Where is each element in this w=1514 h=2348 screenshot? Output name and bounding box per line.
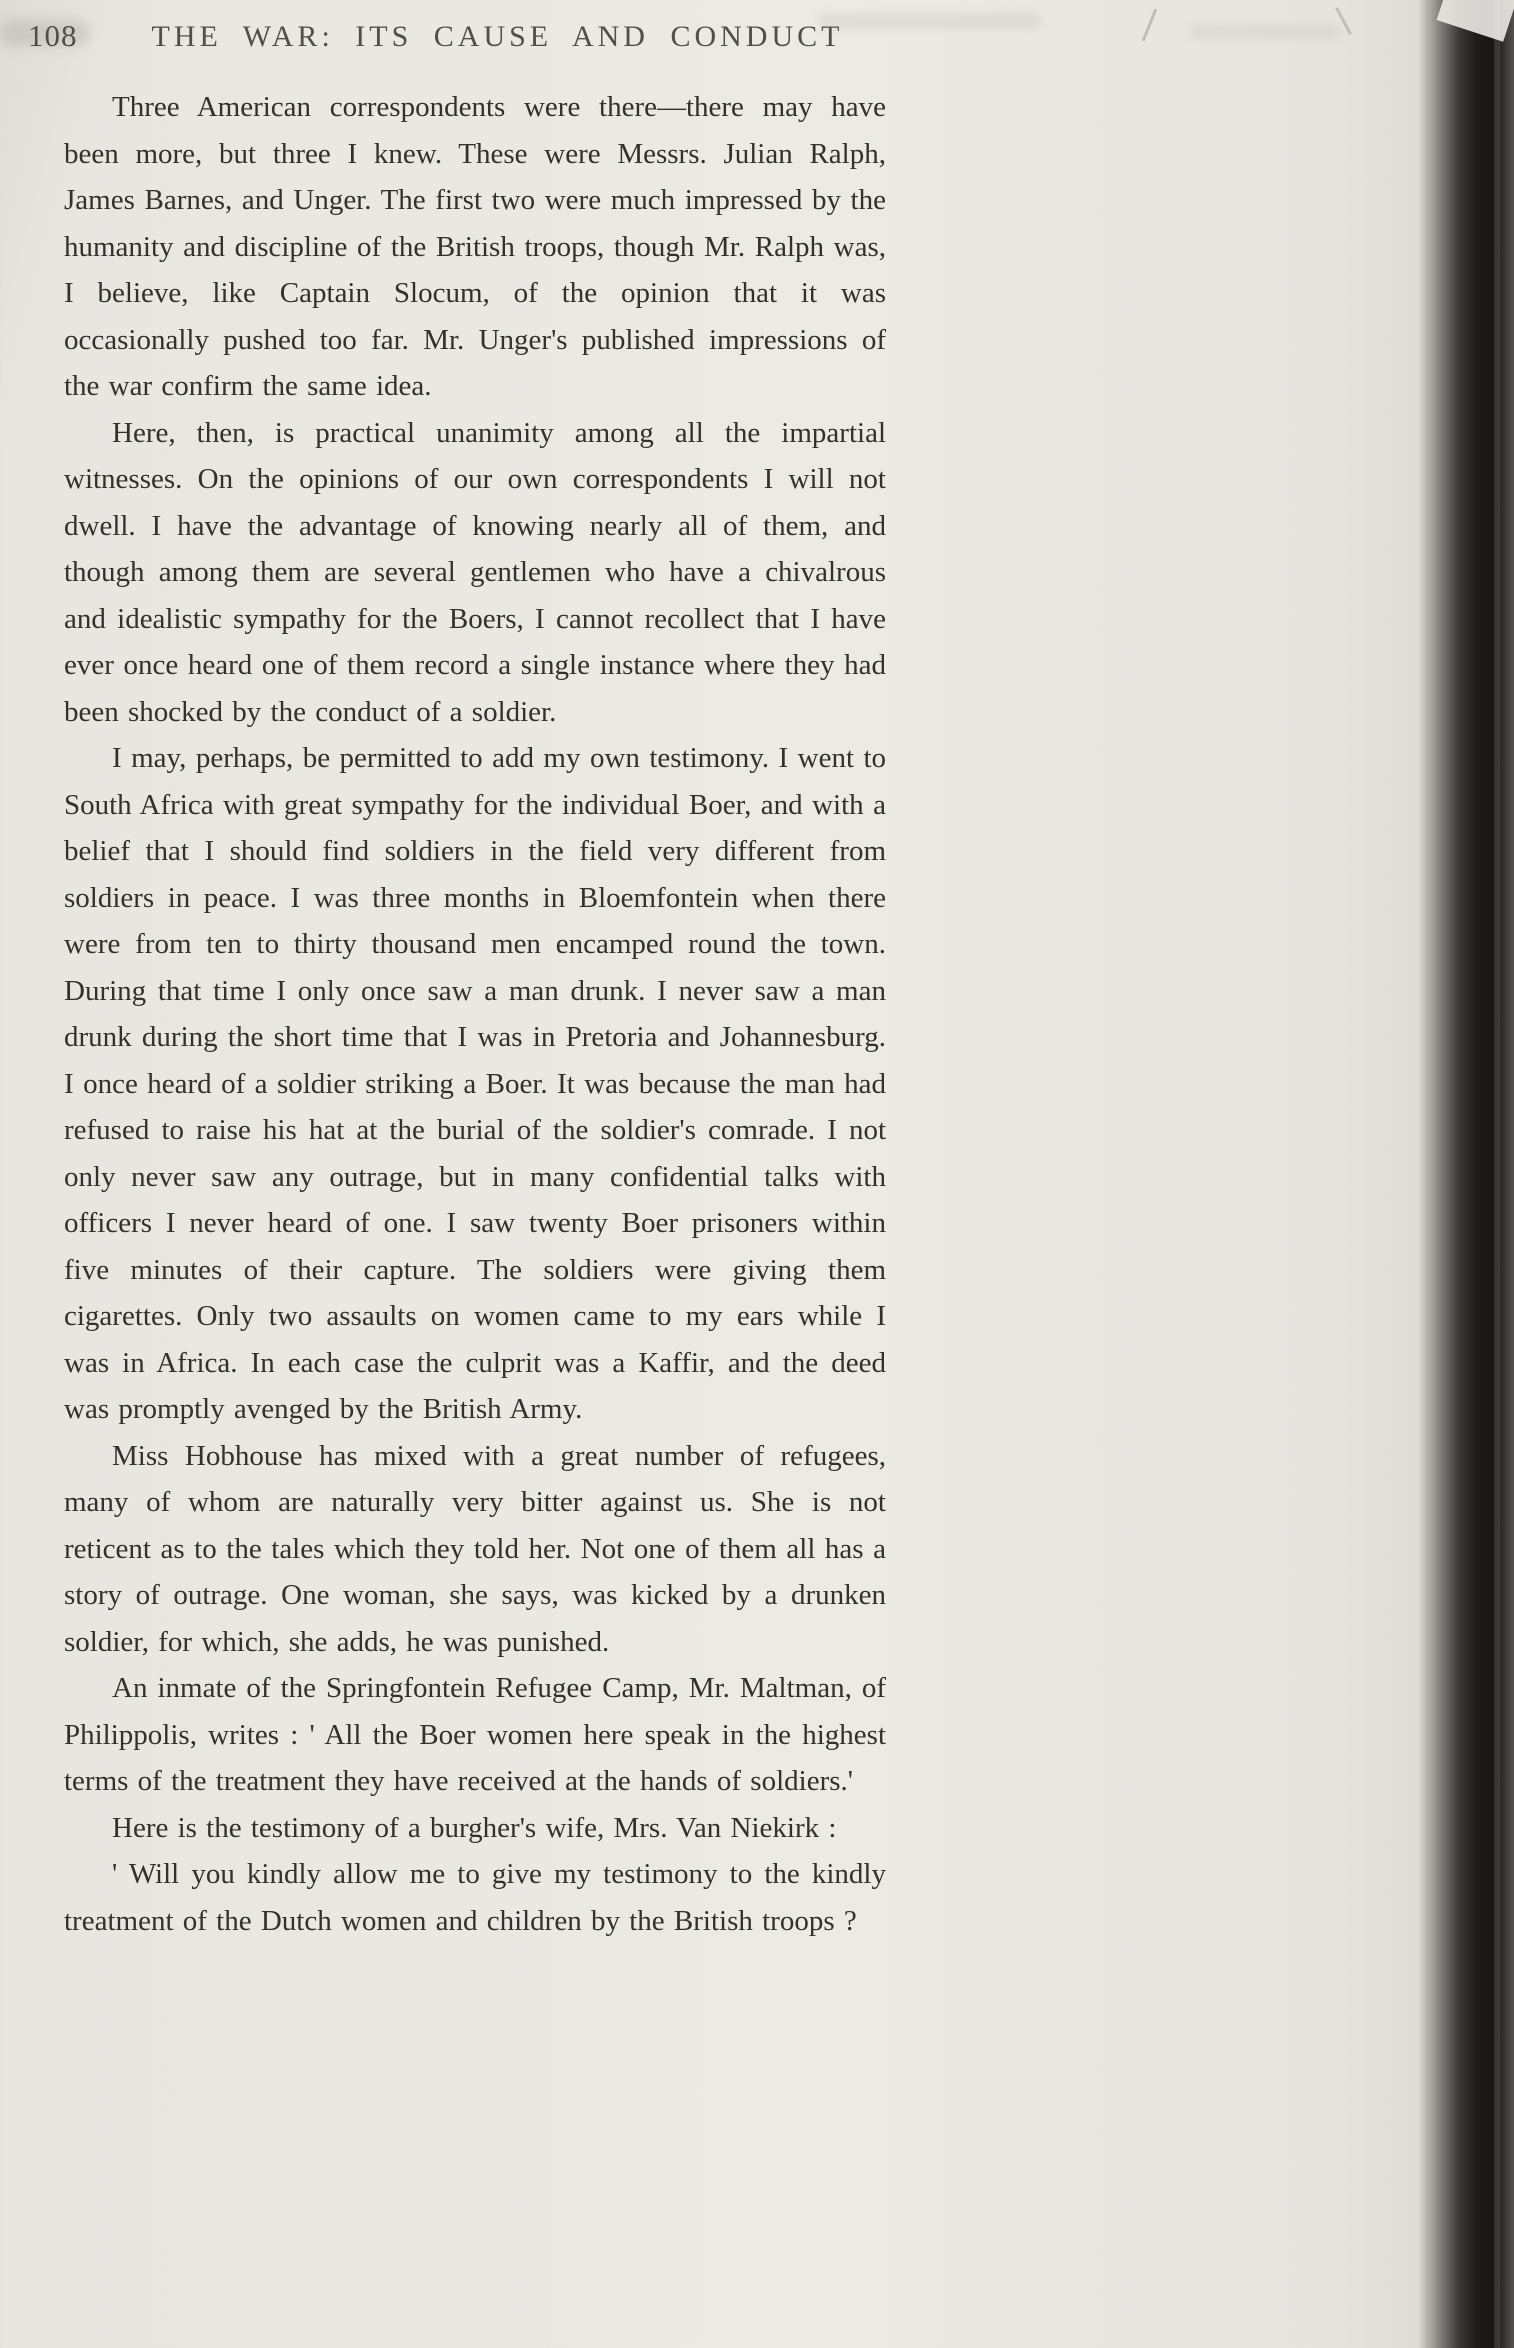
paragraph: Here is the testimony of a burgher's wife, Mrs. Van Niekirk : [112, 1811, 837, 1844]
edge-notch [1437, 0, 1514, 42]
paragraph: I may, perhaps, be permitted to add my own testimony. I went to South Africa with great sympathy for the individual Boer, and with a belief that I should find soldiers in the field very different from soldiers in peace. I was three months in Bloemfontein when there were from ten to thirty thousand men encamped round the town. During that time I only once saw a man drunk. I never saw a man drunk during the short time that I was in Pretoria and Johannesburg. I once heard of a soldier striking a Boer. It was because the man had refused to raise his hat at the burial of the soldier's comrade. I not only never saw any outrage, but in many confidential talks with officers I never heard of one. I saw twenty Boer prisoners within five minutes of their capture. The soldiers were giving them cigarettes. Only two assaults on women came to my ears while I was in Africa. In each case the culprit was a Kaffir, and the deed was promptly avenged by the British Army. [64, 742, 886, 1425]
paragraph: Miss Hobhouse has mixed with a great number of refugees, many of whom are naturally very bitter against us. She is not reticent as to the tales which they told her. Not one of them all has a story of outrage. One woman, she says, was kicked by a drunken soldier, for which, she adds, he was punished. [64, 1439, 886, 1658]
running-title: THE WAR: ITS CAUSE AND CONDUCT [151, 20, 844, 53]
scan-smudge [1190, 26, 1340, 38]
page-number: 108 [28, 18, 78, 53]
paragraph: Three American correspondents were there—there may have been more, but three I knew. These were Messrs. Julian Ralph, James Barnes, and Unger. The first two were much impressed by the humanity and discipline of the British troops, though Mr. Ralph was, I believe, like Captain Slocum, of the opinion that it was occasionally pushed too far. Mr. Unger's published impressions of the war confirm the same idea. [64, 91, 886, 402]
paragraph: An inmate of the Springfontein Refugee Camp, Mr. Maltman, of Philippolis, writes : ' All the Boer women here speak in the highest terms of the treatment they have received at the hands of soldiers.' [64, 1672, 886, 1797]
scan-smudge [0, 20, 90, 46]
scan-smudge [820, 14, 1040, 28]
page-header [28, 18, 928, 54]
text-block [64, 84, 886, 1944]
scan-mark [1142, 9, 1158, 42]
book-edge-shadow [1418, 0, 1514, 2348]
paragraph: Here, then, is practical unanimity among all the impartial witnesses. On the opinions of our own correspondents I will not dwell. I have the advantage of knowing nearly all of them, and though among them are several gentlemen who have a chivalrous and idealistic sympathy for the Boers, I cannot recollect that I have ever once heard one of them record a single instance where they had been shocked by the conduct of a soldier. [64, 416, 886, 728]
paragraph: ' Will you kindly allow me to give my testimony to the kindly treatment of the Dutch women and children by the British troops ? [64, 1858, 886, 1937]
